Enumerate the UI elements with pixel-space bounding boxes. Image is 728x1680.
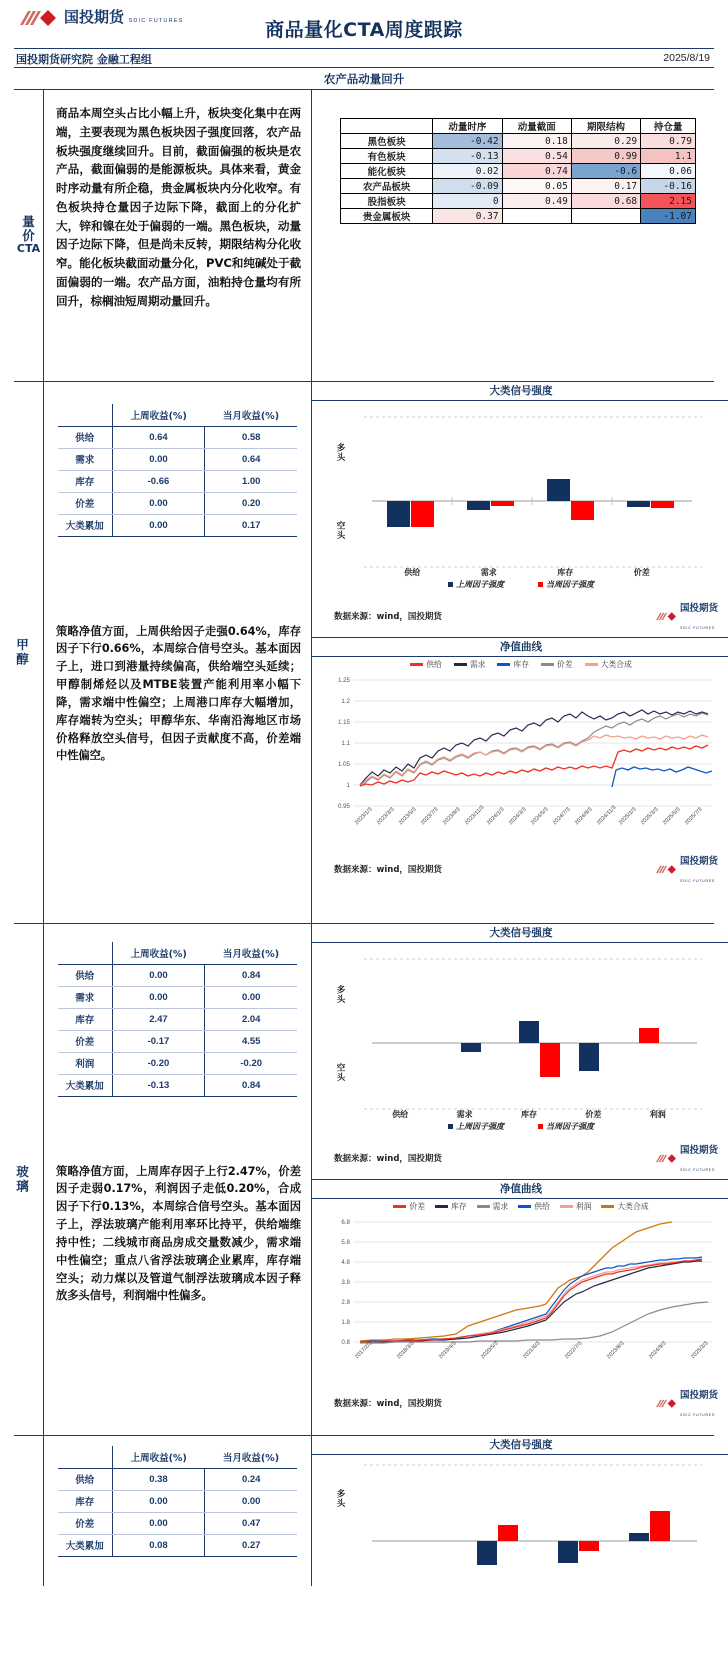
rt-col-month bbox=[205, 942, 297, 964]
methanol-nav-chart-title: 净值曲线 bbox=[312, 638, 728, 657]
rt-month-value: 1.00 bbox=[205, 470, 297, 492]
svg-text:3.8: 3.8 bbox=[341, 1279, 350, 1286]
glass-return-rows bbox=[58, 964, 297, 1096]
svg-text:1.1: 1.1 bbox=[341, 740, 350, 747]
heat-cell: 0.74 bbox=[502, 164, 571, 179]
rt-col-week-label: 上周收益(%) bbox=[130, 1452, 187, 1464]
table-row bbox=[341, 149, 696, 164]
xtick: 2017/2/3 bbox=[354, 1340, 374, 1361]
rt-week-value: 2.47 bbox=[112, 1008, 205, 1030]
legend-label: 上周因子强度 bbox=[456, 580, 504, 589]
rt-col-week bbox=[112, 1446, 205, 1468]
table-row bbox=[341, 194, 696, 209]
xtick: 2024/11/3 bbox=[596, 804, 618, 827]
methanol-paragraph: 策略净值方面，上周供给因子走强0.64%，库存因子下行0.66%，本周综合信号空头。基本面因子上，进口到港量持续偏高，供给端空头延续；甲醇制烯烃以及MTBE装置产能利用率小幅下降，需求端中性偏空；上周港口库存大幅增加，库存端转为空头；甲醇华东、华南沿海地区市场价格释放空头信号，但因子贡献度不高，价差端中性偏空。 bbox=[56, 624, 301, 763]
logo-diamond-icon bbox=[655, 1153, 677, 1164]
legend-label: 利润 bbox=[575, 1202, 592, 1211]
rt-col-month-label: 当月收益(%) bbox=[222, 1452, 280, 1464]
table-row bbox=[58, 964, 297, 986]
logo-text bbox=[64, 10, 184, 26]
rt-week-value: -0.13 bbox=[112, 1074, 205, 1096]
heat-cell: 0 bbox=[433, 194, 502, 209]
legend-label: 大类合成 bbox=[617, 1202, 649, 1211]
next-charts-cell bbox=[312, 1436, 728, 1586]
heat-cell: -1.07 bbox=[641, 209, 696, 224]
footer-logo-en: SDIC FUTURES bbox=[679, 879, 715, 883]
methanol-signal-source-row bbox=[312, 597, 728, 638]
xtick: 2020/5/3 bbox=[480, 1340, 500, 1361]
return-header-row bbox=[58, 1446, 297, 1468]
table-row bbox=[58, 492, 297, 514]
footer-logo-cn: 国投期货 bbox=[679, 603, 718, 614]
heat-col-3: 持仓量 bbox=[641, 119, 696, 134]
section-label-text: 甲醇 bbox=[14, 638, 30, 667]
methanol-left-cell bbox=[44, 382, 312, 923]
rt-week-value: 0.38 bbox=[112, 1468, 205, 1490]
heat-row-label: 贵金属板块 bbox=[341, 209, 433, 224]
table-row bbox=[341, 209, 696, 224]
xtick: 2025/1/3 bbox=[618, 806, 638, 827]
xtick: 2023/11/3 bbox=[464, 804, 486, 827]
legend-item-supply bbox=[518, 1201, 550, 1212]
rt-row-label: 供给 bbox=[58, 964, 112, 986]
next-signal-chart bbox=[312, 1455, 728, 1583]
source-text: 数据来源：wind，国投期货 bbox=[334, 1399, 442, 1409]
table-row bbox=[58, 1074, 297, 1096]
svg-text:6.8: 6.8 bbox=[341, 1219, 350, 1226]
legend-item-this-week bbox=[538, 1121, 594, 1132]
heat-col-0: 动量时序 bbox=[433, 119, 502, 134]
heat-table-wrapper bbox=[312, 90, 714, 230]
source-text: 数据来源：wind，国投期货 bbox=[334, 865, 442, 875]
logo-name-cn: 国投期货 bbox=[64, 8, 125, 26]
xtick: 库存 bbox=[520, 1110, 537, 1119]
xtick: 2024/9/3 bbox=[574, 806, 594, 827]
footer-logo-cn: 国投期货 bbox=[679, 856, 718, 867]
svg-text:5.8: 5.8 bbox=[341, 1239, 350, 1246]
headline-banner: 农产品动量回升 bbox=[14, 68, 714, 90]
rt-col-month-label: 当月收益(%) bbox=[222, 948, 280, 960]
rt-corner bbox=[58, 404, 112, 426]
glass-signal-chart-title: 大类信号强度 bbox=[312, 924, 728, 943]
footer-logo-en: SDIC FUTURES bbox=[679, 1413, 715, 1417]
rt-row-label: 价差 bbox=[58, 1512, 112, 1534]
heat-cell: 0.68 bbox=[571, 194, 640, 209]
legend-item-inventory bbox=[435, 1201, 467, 1212]
rt-week-value: 0.00 bbox=[112, 1512, 205, 1534]
methanol-nav-svg bbox=[312, 672, 728, 822]
legend-label: 需求 bbox=[492, 1202, 509, 1211]
section-label-next bbox=[14, 1436, 44, 1586]
heat-cell: 0.99 bbox=[571, 149, 640, 164]
next-return-table-wrapper bbox=[44, 1436, 311, 1567]
glass-nav-chart bbox=[312, 1199, 728, 1417]
section-methanol bbox=[14, 382, 718, 924]
heat-cell: -0.42 bbox=[433, 134, 502, 149]
legend-item-inventory bbox=[497, 659, 529, 670]
section-label-liangjia bbox=[14, 90, 44, 381]
footer-logo-en: SDIC FUTURES bbox=[679, 1168, 715, 1172]
heat-cell: 1.1 bbox=[641, 149, 696, 164]
section-glass bbox=[14, 924, 718, 1436]
table-row bbox=[58, 1468, 297, 1490]
xtick: 2024/3/3 bbox=[508, 806, 528, 827]
xtick: 2024/9/3 bbox=[648, 1340, 668, 1361]
legend-label: 上周因子强度 bbox=[456, 1122, 504, 1131]
heat-cell: 0.79 bbox=[641, 134, 696, 149]
axis-label-long: 多头 bbox=[335, 1489, 345, 1508]
glass-signal-chart bbox=[312, 943, 728, 1139]
table-row bbox=[58, 1008, 297, 1030]
rt-row-label: 供给 bbox=[58, 426, 112, 448]
legend-item-prev-week bbox=[448, 579, 504, 590]
svg-text:4.8: 4.8 bbox=[341, 1259, 350, 1266]
table-row bbox=[341, 164, 696, 179]
logo-diamond-icon bbox=[655, 864, 677, 875]
heat-cell: 0.02 bbox=[433, 164, 502, 179]
rt-month-value: 0.58 bbox=[205, 426, 297, 448]
heat-row-label: 有色板块 bbox=[341, 149, 433, 164]
rt-row-label: 大类累加 bbox=[58, 514, 112, 536]
rt-week-value: 0.00 bbox=[112, 514, 205, 536]
rt-row-label: 价差 bbox=[58, 1030, 112, 1052]
heat-cell: -0.09 bbox=[433, 179, 502, 194]
xtick: 2022/7/3 bbox=[564, 1340, 584, 1361]
rt-week-value: 0.08 bbox=[112, 1534, 205, 1556]
next-signal-svg bbox=[312, 1455, 728, 1565]
footer-logo-cn: 国投期货 bbox=[679, 1145, 718, 1156]
rt-week-value: 0.00 bbox=[112, 964, 205, 986]
company-logo bbox=[18, 8, 184, 28]
legend-item-supply bbox=[410, 659, 442, 670]
xtick: 2019/4/3 bbox=[438, 1340, 458, 1361]
xtick: 2023/7/3 bbox=[420, 806, 440, 827]
table-row bbox=[58, 470, 297, 492]
xtick: 2024/5/3 bbox=[530, 806, 550, 827]
glass-signal-svg bbox=[312, 943, 728, 1121]
section-label-text: 玻璃 bbox=[14, 1165, 30, 1194]
glass-nav-source-row bbox=[312, 1384, 728, 1424]
table-row bbox=[58, 1512, 297, 1534]
heat-col-2: 期限结构 bbox=[571, 119, 640, 134]
rt-month-value: 0.84 bbox=[205, 964, 297, 986]
glass-nav-svg bbox=[312, 1214, 728, 1356]
rt-col-week bbox=[112, 404, 205, 426]
methanol-nav-legend bbox=[312, 657, 728, 670]
page-title: 商品量化CTA周度跟踪 bbox=[265, 19, 463, 41]
table-row bbox=[58, 1052, 297, 1074]
next-left-cell bbox=[44, 1436, 312, 1586]
table-row bbox=[58, 448, 297, 470]
heat-cell: 0.05 bbox=[502, 179, 571, 194]
section-liangjia-cta bbox=[14, 90, 714, 382]
rt-week-value: 0.00 bbox=[112, 492, 205, 514]
glass-paragraph: 策略净值方面，上周库存因子上行2.47%，价差因子走弱0.17%，利润因子走低0.20%，合成因子下行0.13%，本周综合信号空头。基本面因子上，浮法玻璃产能利用率环比持平，供给端维持中性；二线城市商品房成交量数减少，需求端中性偏空；重点八省浮法玻璃企业累库，库存端空头；动力煤以及管道气制浮法玻璃成本因子释放多头信号，利润端中性偏多。 bbox=[56, 1164, 301, 1303]
methanol-return-table bbox=[58, 404, 297, 537]
heat-cell bbox=[571, 209, 640, 224]
sector-factor-heat-table bbox=[340, 118, 696, 224]
xtick: 库存 bbox=[557, 568, 574, 577]
logo-diamond-icon bbox=[18, 8, 60, 28]
heat-row-label: 股指板块 bbox=[341, 194, 433, 209]
methanol-signal-legend bbox=[312, 578, 728, 590]
table-row bbox=[58, 514, 297, 536]
glass-charts-cell bbox=[312, 924, 728, 1435]
legend-label: 库存 bbox=[451, 1202, 467, 1211]
rt-month-value: 0.24 bbox=[205, 1468, 297, 1490]
heat-cell: 2.15 bbox=[641, 194, 696, 209]
legend-label: 当周因子强度 bbox=[546, 580, 594, 589]
axis-label-short: 空头 bbox=[335, 1063, 345, 1082]
rt-row-label: 大类累加 bbox=[58, 1534, 112, 1556]
legend-item-prev-week bbox=[448, 1121, 504, 1132]
rt-row-label: 需求 bbox=[58, 448, 112, 470]
glass-return-table bbox=[58, 942, 297, 1097]
heat-cell bbox=[502, 209, 571, 224]
rt-month-value: -0.20 bbox=[205, 1052, 297, 1074]
heat-cell: 0.06 bbox=[641, 164, 696, 179]
methanol-charts-cell bbox=[312, 382, 728, 923]
footer-logo-en: SDIC FUTURES bbox=[679, 626, 715, 630]
svg-text:1.15: 1.15 bbox=[337, 719, 350, 726]
svg-text:1.05: 1.05 bbox=[337, 761, 350, 768]
heat-header-row bbox=[341, 119, 696, 134]
svg-text:1.2: 1.2 bbox=[341, 698, 350, 705]
table-row bbox=[341, 134, 696, 149]
subheader bbox=[14, 48, 714, 68]
glass-left-cell bbox=[44, 924, 312, 1435]
xtick: 2023/9/3 bbox=[442, 806, 462, 827]
methanol-signal-chart-title: 大类信号强度 bbox=[312, 382, 728, 401]
xtick: 利润 bbox=[649, 1110, 666, 1119]
heat-cell: 0.29 bbox=[571, 134, 640, 149]
rt-row-label: 库存 bbox=[58, 1490, 112, 1512]
xtick: 2024/1/3 bbox=[486, 806, 506, 827]
section-label-glass bbox=[14, 924, 44, 1435]
rt-month-value: 0.17 bbox=[205, 514, 297, 536]
section-next bbox=[14, 1436, 714, 1586]
svg-text:0.8: 0.8 bbox=[341, 1339, 350, 1346]
legend-label: 价差 bbox=[557, 660, 573, 669]
footer-logo bbox=[655, 1140, 718, 1176]
legend-label: 供给 bbox=[534, 1202, 550, 1211]
legend-item-profit bbox=[560, 1201, 592, 1212]
methanol-nav-chart bbox=[312, 657, 728, 883]
heat-cell: 0.54 bbox=[502, 149, 571, 164]
source-text: 数据来源：wind，国投期货 bbox=[334, 1154, 442, 1164]
svg-text:0.95: 0.95 bbox=[337, 803, 350, 810]
rt-week-value: -0.66 bbox=[112, 470, 205, 492]
rt-week-value: 0.00 bbox=[112, 986, 205, 1008]
heat-cell: -0.6 bbox=[571, 164, 640, 179]
rt-week-value: 0.64 bbox=[112, 426, 205, 448]
svg-text:1: 1 bbox=[346, 782, 350, 789]
table-row bbox=[58, 1030, 297, 1052]
rt-month-value: 2.04 bbox=[205, 1008, 297, 1030]
rt-row-label: 供给 bbox=[58, 1468, 112, 1490]
return-header-row bbox=[58, 942, 297, 964]
heat-row-label: 黑色板块 bbox=[341, 134, 433, 149]
xtick: 2024/7/3 bbox=[552, 806, 572, 827]
section1-text-cell bbox=[44, 90, 312, 381]
xtick: 2018/3/3 bbox=[396, 1340, 416, 1361]
table-row bbox=[58, 1534, 297, 1556]
rt-month-value: 4.55 bbox=[205, 1030, 297, 1052]
page-header bbox=[0, 0, 728, 48]
footer-logo-cn: 国投期货 bbox=[679, 1390, 718, 1401]
glass-signal-source-row bbox=[312, 1139, 728, 1180]
rt-row-label: 价差 bbox=[58, 492, 112, 514]
xtick: 2025/7/3 bbox=[684, 806, 704, 827]
glass-return-table-wrapper bbox=[44, 924, 311, 1107]
rt-week-value: -0.20 bbox=[112, 1052, 205, 1074]
legend-label: 供给 bbox=[426, 660, 442, 669]
rt-row-label: 库存 bbox=[58, 1008, 112, 1030]
rt-col-month bbox=[205, 1446, 297, 1468]
glass-nav-chart-title: 净值曲线 bbox=[312, 1180, 728, 1199]
rt-week-value: -0.17 bbox=[112, 1030, 205, 1052]
rt-month-value: 0.00 bbox=[205, 986, 297, 1008]
methanol-signal-chart bbox=[312, 401, 728, 597]
next-return-rows bbox=[58, 1468, 297, 1556]
rt-week-value: 0.00 bbox=[112, 1490, 205, 1512]
xtick: 2023/3/3 bbox=[376, 806, 396, 827]
methanol-nav-source-row bbox=[312, 850, 728, 890]
section1-table-cell bbox=[312, 90, 714, 381]
rt-col-week bbox=[112, 942, 205, 964]
legend-label: 价差 bbox=[409, 1202, 426, 1211]
svg-text:1.8: 1.8 bbox=[341, 1319, 350, 1326]
rt-row-label: 利润 bbox=[58, 1052, 112, 1074]
legend-label: 库存 bbox=[513, 660, 529, 669]
next-signal-chart-title: 大类信号强度 bbox=[312, 1436, 728, 1455]
logo-diamond-icon bbox=[655, 611, 677, 622]
heat-col-1: 动量截面 bbox=[502, 119, 571, 134]
xtick: 需求 bbox=[456, 1110, 473, 1119]
rt-row-label: 大类累加 bbox=[58, 1074, 112, 1096]
rt-month-value: 0.47 bbox=[205, 1512, 297, 1534]
rt-month-value: 0.00 bbox=[205, 1490, 297, 1512]
rt-month-value: 0.27 bbox=[205, 1534, 297, 1556]
next-return-table bbox=[58, 1446, 297, 1557]
glass-nav-legend bbox=[312, 1199, 728, 1212]
legend-item-demand bbox=[477, 1201, 509, 1212]
glass-signal-legend bbox=[312, 1120, 728, 1132]
xtick: 供给 bbox=[392, 1110, 409, 1119]
report-date: 2025/8/19 bbox=[663, 52, 710, 64]
heat-cell: -0.16 bbox=[641, 179, 696, 194]
legend-label: 需求 bbox=[469, 660, 486, 669]
section1-paragraph: 商品本周空头占比小幅上升，板块变化集中在两端，主要表现为黑色板块因子强度回落，农产品板块强度继续回升。目前，截面偏强的板块是农产品，截面偏弱的是能源板块。具体来看，黄金时序动量有所企稳，贵金属板块内分化收窄。有色板块持仓量因子边际下降，截面上的分化扩大，锌和镍在处于偏弱的一端。黑色板块，动量因子边际下降，但是尚未反转，期限结构分化收窄。能化板块截面动量分化，PVC和纯碱处于截面偏弱的一端。农产品方面，油粕持仓量均有所回升，棕榈油短周期动量回升。 bbox=[56, 106, 301, 308]
legend-item-composite bbox=[601, 1201, 648, 1212]
xtick: 2023/5/3 bbox=[398, 806, 418, 827]
svg-text:1.25: 1.25 bbox=[337, 677, 350, 684]
rt-corner bbox=[58, 1446, 112, 1468]
xtick: 价差 bbox=[633, 568, 650, 577]
heat-cell: -0.13 bbox=[433, 149, 502, 164]
footer-logo bbox=[655, 598, 718, 634]
table-row bbox=[341, 179, 696, 194]
heat-cell: 0.17 bbox=[571, 179, 640, 194]
methanol-signal-svg bbox=[312, 401, 728, 579]
axis-label-long: 多头 bbox=[335, 443, 345, 462]
axis-label-long: 多头 bbox=[335, 985, 345, 1004]
section-label-methanol bbox=[14, 382, 44, 923]
svg-text:2.8: 2.8 bbox=[341, 1299, 350, 1306]
rt-week-value: 0.00 bbox=[112, 448, 205, 470]
legend-item-demand bbox=[454, 659, 486, 670]
heat-row-label: 能化板块 bbox=[341, 164, 433, 179]
legend-label: 当周因子强度 bbox=[546, 1122, 594, 1131]
rt-col-month bbox=[205, 404, 297, 426]
label-line-1: 量 bbox=[22, 214, 35, 230]
xtick: 价差 bbox=[585, 1110, 602, 1119]
footer-logo bbox=[655, 1385, 718, 1421]
footer-logo bbox=[655, 851, 718, 887]
xtick: 供给 bbox=[404, 568, 421, 577]
table-row bbox=[58, 986, 297, 1008]
rt-month-value: 0.84 bbox=[205, 1074, 297, 1096]
legend-item-composite bbox=[585, 659, 632, 670]
table-row bbox=[58, 426, 297, 448]
xtick: 2025/3/3 bbox=[640, 806, 660, 827]
rt-col-week-label: 上周收益(%) bbox=[130, 948, 187, 960]
xtick: 2025/5/3 bbox=[662, 806, 682, 827]
heat-corner-cell bbox=[341, 119, 433, 134]
legend-label: 大类合成 bbox=[600, 660, 632, 669]
heat-row-label: 农产品板块 bbox=[341, 179, 433, 194]
rt-row-label: 库存 bbox=[58, 470, 112, 492]
heat-cell: 0.37 bbox=[433, 209, 502, 224]
rt-col-month-label: 当月收益(%) bbox=[222, 410, 280, 422]
table-row bbox=[58, 1490, 297, 1512]
source-text: 数据来源：wind，国投期货 bbox=[334, 612, 442, 622]
rt-corner bbox=[58, 942, 112, 964]
glass-signal-xaxis bbox=[312, 1109, 728, 1120]
rt-col-week-label: 上周收益(%) bbox=[130, 410, 187, 422]
methanol-return-rows bbox=[58, 426, 297, 536]
xtick: 2021/6/3 bbox=[522, 1340, 542, 1361]
rt-month-value: 0.64 bbox=[205, 448, 297, 470]
legend-item-spread bbox=[393, 1201, 425, 1212]
label-line-2: 价 bbox=[22, 228, 35, 244]
department-label: 国投期货研究院 金融工程组 bbox=[16, 53, 152, 66]
label-line-3: CTA bbox=[16, 242, 41, 256]
legend-item-this-week bbox=[538, 579, 594, 590]
xtick: 2025/3/3 bbox=[690, 1340, 710, 1361]
logo-name-en: SDIC FUTURES bbox=[128, 18, 184, 24]
xtick: 2023/1/3 bbox=[354, 806, 374, 827]
xtick: 2023/8/3 bbox=[606, 1340, 626, 1361]
axis-label-short: 空头 bbox=[335, 521, 345, 540]
rt-month-value: 0.20 bbox=[205, 492, 297, 514]
xtick: 需求 bbox=[480, 568, 497, 577]
methanol-signal-xaxis bbox=[312, 567, 728, 578]
heat-cell: 0.49 bbox=[502, 194, 571, 209]
heat-cell: 0.18 bbox=[502, 134, 571, 149]
methanol-return-table-wrapper bbox=[44, 382, 311, 547]
return-header-row bbox=[58, 404, 297, 426]
rt-row-label: 需求 bbox=[58, 986, 112, 1008]
logo-diamond-icon bbox=[655, 1398, 677, 1409]
legend-item-spread bbox=[541, 659, 573, 670]
